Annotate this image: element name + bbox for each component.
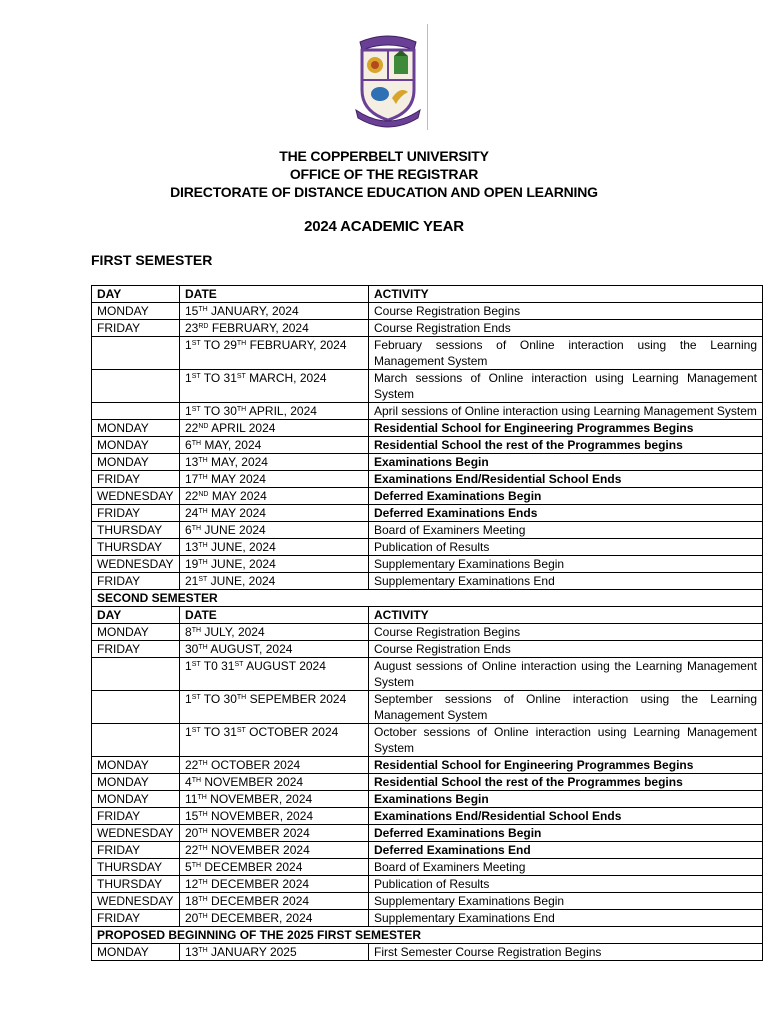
date-cell [180, 774, 369, 791]
office-name: OFFICE OF THE REGISTRAR [289, 166, 479, 182]
date-part: 20 [185, 826, 199, 840]
date-part: APRIL 2024 [208, 421, 276, 435]
date-cell [180, 337, 369, 370]
table-row [92, 303, 763, 320]
date-cell [180, 825, 369, 842]
day-cell: FRIDAY [92, 641, 180, 658]
activity-cell: October sessions of Online interaction using Learning Management System [369, 724, 763, 757]
column-header-date: DATE [180, 607, 369, 624]
activity-cell: Supplementary Examinations Begin [369, 893, 763, 910]
date-cell [180, 505, 369, 522]
table-header-row [92, 286, 763, 303]
date-suffix: TH [198, 947, 208, 954]
date-suffix: TH [198, 879, 208, 886]
proposed-semester-heading [92, 927, 763, 944]
date-part: 13 [185, 945, 199, 959]
date-part: T0 31 [200, 659, 235, 673]
date-part: 15 [185, 809, 199, 823]
activity-cell: Deferred Examinations Ends [369, 505, 763, 522]
date-part: 1 [185, 659, 192, 673]
date-cell [180, 691, 369, 724]
date-part: 1 [185, 338, 192, 352]
date-part: 23 [185, 321, 199, 335]
date-part: JANUARY, 2024 [207, 304, 299, 318]
table-row [92, 522, 763, 539]
date-part: OCTOBER 2024 [245, 725, 339, 739]
date-cell [180, 320, 369, 337]
date-part: 19 [185, 557, 199, 571]
proposed-semester-heading-cell: PROPOSED BEGINNING OF THE 2025 FIRST SEMESTER [92, 927, 763, 944]
activity-cell: Board of Examiners Meeting [369, 859, 763, 876]
date-suffix: TH [191, 777, 202, 784]
table-row [92, 658, 763, 691]
date-cell [180, 859, 369, 876]
activity-cell: Examinations Begin [369, 791, 763, 808]
date-cell [180, 522, 369, 539]
date-part: JUNE, 2024 [207, 540, 276, 554]
date-part: 15 [185, 304, 199, 318]
date-suffix: TH [198, 760, 208, 767]
date-suffix: TH [198, 644, 208, 651]
date-suffix: RD [198, 323, 209, 330]
day-cell [92, 370, 180, 403]
date-suffix: TH [198, 811, 208, 818]
date-part: 13 [185, 540, 199, 554]
date-cell [180, 471, 369, 488]
day-cell [92, 337, 180, 370]
date-part: 22 [185, 489, 199, 503]
university-crest-logo [348, 32, 428, 128]
date-part: MAY, 2024 [201, 438, 262, 452]
date-suffix: ST [191, 373, 201, 380]
day-cell: THURSDAY [92, 876, 180, 893]
date-part: SEPEMBER 2024 [246, 692, 347, 706]
table-row [92, 337, 763, 370]
date-suffix: TH [198, 896, 208, 903]
date-suffix: ST [191, 340, 201, 347]
activity-cell: August sessions of Online interaction using the Learning Management System [369, 658, 763, 691]
date-cell [180, 910, 369, 927]
table-row [92, 910, 763, 927]
activity-cell: Course Registration Ends [369, 641, 763, 658]
activity-cell: Deferred Examinations Begin [369, 825, 763, 842]
activity-cell: Residential School for Engineering Programmes Begins [369, 757, 763, 774]
activity-cell: Publication of Results [369, 539, 763, 556]
date-part: 17 [185, 472, 199, 486]
date-cell [180, 539, 369, 556]
day-cell: MONDAY [92, 437, 180, 454]
day-cell: FRIDAY [92, 573, 180, 590]
date-cell [180, 944, 369, 961]
table-row [92, 370, 763, 403]
date-suffix: TH [191, 862, 202, 869]
date-part: NOVEMBER, 2024 [207, 809, 314, 823]
date-part: APRIL, 2024 [246, 404, 317, 418]
date-suffix: ND [198, 491, 209, 498]
activity-cell: Supplementary Examinations Begin [369, 556, 763, 573]
table-row [92, 944, 763, 961]
table-row [92, 825, 763, 842]
date-part: 8 [185, 625, 192, 639]
date-cell [180, 420, 369, 437]
date-suffix: TH [191, 440, 202, 447]
activity-cell: Publication of Results [369, 876, 763, 893]
day-cell [92, 724, 180, 757]
date-suffix: TH [198, 913, 208, 920]
date-part: TO 30 [200, 404, 237, 418]
date-part: JULY, 2024 [201, 625, 265, 639]
date-cell [180, 403, 369, 420]
date-suffix: TH [191, 627, 202, 634]
day-cell: MONDAY [92, 791, 180, 808]
date-suffix: TH [198, 306, 208, 313]
date-cell [180, 842, 369, 859]
date-suffix: TH [197, 794, 207, 801]
activity-cell: Course Registration Begins [369, 303, 763, 320]
day-cell: FRIDAY [92, 842, 180, 859]
day-cell: THURSDAY [92, 539, 180, 556]
table-row [92, 556, 763, 573]
day-cell: MONDAY [92, 454, 180, 471]
activity-cell: Board of Examiners Meeting [369, 522, 763, 539]
date-part: NOVEMBER 2024 [201, 775, 304, 789]
day-cell: MONDAY [92, 944, 180, 961]
date-part: JUNE, 2024 [207, 574, 276, 588]
second-semester-heading-cell: SECOND SEMESTER [92, 590, 763, 607]
date-part: 1 [185, 725, 192, 739]
date-suffix: ST [236, 373, 246, 380]
table-row [92, 859, 763, 876]
date-cell [180, 791, 369, 808]
date-part: MAY, 2024 [207, 455, 268, 469]
table-row [92, 842, 763, 859]
second-semester-heading [92, 590, 763, 607]
date-suffix: TH [198, 559, 208, 566]
table-header-row [92, 607, 763, 624]
activity-cell: Course Registration Ends [369, 320, 763, 337]
activity-cell: February sessions of Online interaction using the Learning Management System [369, 337, 763, 370]
date-suffix: ST [191, 406, 201, 413]
date-cell [180, 724, 369, 757]
table-row [92, 893, 763, 910]
activity-cell: Course Registration Begins [369, 624, 763, 641]
date-suffix: ST [198, 576, 208, 583]
table-row [92, 691, 763, 724]
date-suffix: ST [234, 661, 244, 668]
day-cell [92, 658, 180, 691]
date-part: 22 [185, 843, 199, 857]
date-part: 12 [185, 877, 199, 891]
day-cell: FRIDAY [92, 910, 180, 927]
table-row [92, 539, 763, 556]
date-cell [180, 876, 369, 893]
day-cell: FRIDAY [92, 505, 180, 522]
date-part: 1 [185, 692, 192, 706]
column-header-date: DATE [180, 286, 369, 303]
activity-cell: Examinations End/Residential School Ends [369, 808, 763, 825]
date-part: 21 [185, 574, 199, 588]
directorate-name: DIRECTORATE OF DISTANCE EDUCATION AND OPEN LEARNING [170, 184, 598, 200]
date-cell [180, 556, 369, 573]
date-cell [180, 488, 369, 505]
table-row [92, 876, 763, 893]
date-suffix: TH [198, 542, 208, 549]
table-row [92, 757, 763, 774]
day-cell: MONDAY [92, 757, 180, 774]
date-suffix: TH [236, 406, 247, 413]
date-part: MAY 2024 [208, 489, 267, 503]
date-suffix: ST [191, 694, 201, 701]
date-suffix: ST [191, 661, 201, 668]
column-header-activity: ACTIVITY [369, 607, 763, 624]
date-part: FEBRUARY, 2024 [246, 338, 347, 352]
date-suffix: TH [198, 457, 208, 464]
date-part: MAY 2024 [207, 472, 266, 486]
date-part: NOVEMBER, 2024 [206, 792, 313, 806]
activity-cell: Deferred Examinations Begin [369, 488, 763, 505]
activity-cell: Residential School the rest of the Programmes begins [369, 437, 763, 454]
date-suffix: TH [198, 508, 208, 515]
date-part: 18 [185, 894, 199, 908]
activity-cell: Supplementary Examinations End [369, 910, 763, 927]
activity-cell: Deferred Examinations End [369, 842, 763, 859]
day-cell: MONDAY [92, 420, 180, 437]
date-part: 24 [185, 506, 199, 520]
date-suffix: ST [236, 727, 246, 734]
table-row [92, 454, 763, 471]
date-part: 22 [185, 758, 199, 772]
date-part: 13 [185, 455, 199, 469]
date-part: NOVEMBER 2024 [207, 843, 310, 857]
day-cell: THURSDAY [92, 522, 180, 539]
date-cell [180, 757, 369, 774]
table-row [92, 808, 763, 825]
date-part: TO 29 [200, 338, 237, 352]
table-row [92, 641, 763, 658]
activity-cell: April sessions of Online interaction using Learning Management System [369, 403, 763, 420]
date-suffix: TH [198, 474, 208, 481]
date-part: MAY 2024 [207, 506, 266, 520]
table-row [92, 624, 763, 641]
table-row [92, 573, 763, 590]
day-cell: MONDAY [92, 303, 180, 320]
day-cell: FRIDAY [92, 471, 180, 488]
date-part: 6 [185, 523, 192, 537]
activity-cell: Supplementary Examinations End [369, 573, 763, 590]
date-part: DECEMBER 2024 [207, 877, 310, 891]
day-cell: WEDNESDAY [92, 556, 180, 573]
date-part: 30 [185, 642, 199, 656]
day-cell [92, 691, 180, 724]
date-cell [180, 370, 369, 403]
date-suffix: ND [198, 423, 209, 430]
date-part: 1 [185, 404, 192, 418]
day-cell: THURSDAY [92, 859, 180, 876]
table-row [92, 791, 763, 808]
date-suffix: ST [191, 727, 201, 734]
date-cell [180, 624, 369, 641]
table-row [92, 471, 763, 488]
day-cell: WEDNESDAY [92, 825, 180, 842]
day-cell: MONDAY [92, 774, 180, 791]
date-part: AUGUST, 2024 [207, 642, 293, 656]
date-part: TO 31 [200, 371, 237, 385]
date-suffix: TH [191, 525, 202, 532]
date-suffix: TH [236, 694, 247, 701]
activity-cell: Residential School for Engineering Programmes Begins [369, 420, 763, 437]
date-part: NOVEMBER 2024 [207, 826, 310, 840]
academic-calendar-table [91, 285, 763, 961]
date-suffix: TH [198, 828, 208, 835]
table-row [92, 505, 763, 522]
date-part: 11 [185, 792, 198, 806]
activity-cell: September sessions of Online interaction using the Learning Management System [369, 691, 763, 724]
date-cell [180, 454, 369, 471]
activity-cell: March sessions of Online interaction using Learning Management System [369, 370, 763, 403]
date-part: 22 [185, 421, 199, 435]
table-row [92, 420, 763, 437]
date-part: DECEMBER 2024 [201, 860, 303, 874]
date-part: 5 [185, 860, 192, 874]
date-cell [180, 303, 369, 320]
activity-cell: Residential School the rest of the Programmes begins [369, 774, 763, 791]
date-suffix: TH [236, 340, 247, 347]
activity-cell: Examinations End/Residential School Ends [369, 471, 763, 488]
date-part: DECEMBER 2024 [207, 894, 310, 908]
table-row [92, 774, 763, 791]
table-row [92, 724, 763, 757]
activity-cell: First Semester Course Registration Begins [369, 944, 763, 961]
day-cell: FRIDAY [92, 808, 180, 825]
day-cell: MONDAY [92, 624, 180, 641]
date-part: MARCH, 2024 [245, 371, 327, 385]
column-header-day: DAY [92, 607, 180, 624]
date-cell [180, 437, 369, 454]
day-cell: WEDNESDAY [92, 488, 180, 505]
date-cell [180, 658, 369, 691]
activity-cell: Examinations Begin [369, 454, 763, 471]
date-part: 20 [185, 911, 199, 925]
academic-year-title: 2024 ACADEMIC YEAR [304, 218, 464, 235]
table-row [92, 437, 763, 454]
date-cell [180, 808, 369, 825]
date-part: FEBRUARY, 2024 [208, 321, 309, 335]
date-part: AUGUST 2024 [243, 659, 326, 673]
date-cell [180, 893, 369, 910]
date-part: JUNE, 2024 [207, 557, 276, 571]
date-part: TO 31 [200, 725, 237, 739]
table-row [92, 320, 763, 337]
column-header-day: DAY [92, 286, 180, 303]
date-cell [180, 641, 369, 658]
date-part: TO 30 [200, 692, 237, 706]
first-semester-heading: FIRST SEMESTER [91, 252, 213, 268]
date-part: JANUARY 2025 [207, 945, 297, 959]
day-cell: FRIDAY [92, 320, 180, 337]
date-part: 1 [185, 371, 192, 385]
day-cell [92, 403, 180, 420]
day-cell: WEDNESDAY [92, 893, 180, 910]
date-part: 4 [185, 775, 192, 789]
date-part: OCTOBER 2024 [207, 758, 301, 772]
date-part: JUNE 2024 [201, 523, 266, 537]
table-row [92, 403, 763, 420]
date-cell [180, 573, 369, 590]
logo-divider [427, 24, 428, 130]
table-row [92, 488, 763, 505]
date-part: 6 [185, 438, 192, 452]
date-part: DECEMBER, 2024 [207, 911, 313, 925]
column-header-activity: ACTIVITY [369, 286, 763, 303]
university-name: THE COPPERBELT UNIVERSITY [279, 148, 489, 164]
date-suffix: TH [198, 845, 208, 852]
